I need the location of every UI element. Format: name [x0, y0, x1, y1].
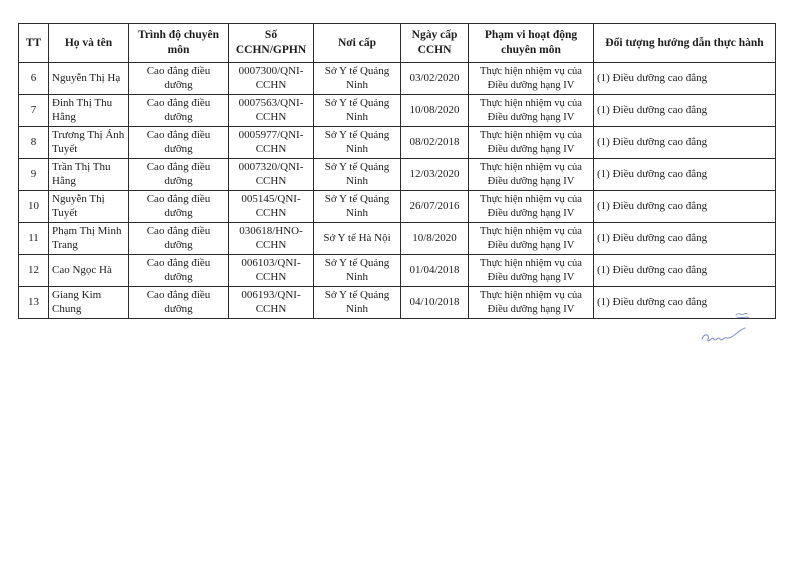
cell-target: (1) Điều dưỡng cao đẳng	[594, 127, 776, 159]
cell-qualification: Cao đẳng điều dưỡng	[129, 127, 229, 159]
cell-qualification: Cao đẳng điều dưỡng	[129, 95, 229, 127]
cell-qualification: Cao đẳng điều dưỡng	[129, 287, 229, 319]
cell-issue-date: 01/04/2018	[401, 255, 469, 287]
table-row	[19, 223, 776, 255]
cell-issuer: Sở Y tế Quảng Ninh	[314, 159, 401, 191]
table-row	[19, 63, 776, 95]
header-issue-date: Ngày cấp CCHN	[401, 24, 469, 63]
table-row	[19, 159, 776, 191]
cell-scope: Thực hiện nhiệm vụ của Điều dưỡng hạng IV	[469, 159, 594, 191]
cell-license-no: 0007563/QNI-CCHN	[229, 95, 314, 127]
cell-issuer: Sở Y tế Quảng Ninh	[314, 95, 401, 127]
header-target: Đối tượng hướng dẫn thực hành	[594, 24, 776, 63]
cell-name: Nguyễn Thị Tuyết	[49, 191, 129, 223]
cell-target: (1) Điều dưỡng cao đẳng	[594, 159, 776, 191]
cell-qualification: Cao đẳng điều dưỡng	[129, 191, 229, 223]
cell-issuer: Sở Y tế Quảng Ninh	[314, 287, 401, 319]
cell-issue-date: 08/02/2018	[401, 127, 469, 159]
signature-fragment	[736, 314, 749, 319]
cell-tt: 13	[19, 287, 49, 319]
cell-issue-date: 26/07/2016	[401, 191, 469, 223]
cell-license-no: 0005977/QNI-CCHN	[229, 127, 314, 159]
cell-qualification: Cao đẳng điều dưỡng	[129, 63, 229, 95]
cell-qualification: Cao đẳng điều dưỡng	[129, 223, 229, 255]
cell-name: Phạm Thị Minh Trang	[49, 223, 129, 255]
cell-name: Giang Kim Chung	[49, 287, 129, 319]
cell-license-no: 006103/QNI-CCHN	[229, 255, 314, 287]
cell-target: (1) Điều dưỡng cao đẳng	[594, 255, 776, 287]
cell-name: Đinh Thị Thu Hằng	[49, 95, 129, 127]
cell-issue-date: 04/10/2018	[401, 287, 469, 319]
cell-scope: Thực hiện nhiệm vụ của Điều dưỡng hạng IV	[469, 255, 594, 287]
cell-scope: Thực hiện nhiệm vụ của Điều dưỡng hạng IV	[469, 95, 594, 127]
cell-issuer: Sở Y tế Hà Nội	[314, 223, 401, 255]
cell-tt: 10	[19, 191, 49, 223]
cell-tt: 8	[19, 127, 49, 159]
table-header-row	[19, 24, 776, 63]
cell-tt: 6	[19, 63, 49, 95]
cell-name: Trương Thị Ánh Tuyết	[49, 127, 129, 159]
cell-name: Nguyễn Thị Hạ	[49, 63, 129, 95]
practitioner-table	[18, 23, 776, 319]
cell-target: (1) Điều dưỡng cao đẳng	[594, 223, 776, 255]
cell-issue-date: 12/03/2020	[401, 159, 469, 191]
cell-license-no: 0007320/QNI-CCHN	[229, 159, 314, 191]
cell-scope: Thực hiện nhiệm vụ của Điều dưỡng hạng IV	[469, 223, 594, 255]
header-name: Họ và tên	[49, 24, 129, 63]
cell-issue-date: 10/08/2020	[401, 95, 469, 127]
cell-issuer: Sở Y tế Quảng Ninh	[314, 127, 401, 159]
cell-name: Cao Ngọc Hà	[49, 255, 129, 287]
table-row	[19, 255, 776, 287]
table-row	[19, 191, 776, 223]
cell-scope: Thực hiện nhiệm vụ của Điều dưỡng hạng IV	[469, 287, 594, 319]
cell-tt: 11	[19, 223, 49, 255]
cell-tt: 12	[19, 255, 49, 287]
cell-issuer: Sở Y tế Quảng Ninh	[314, 255, 401, 287]
cell-target: (1) Điều dưỡng cao đẳng	[594, 95, 776, 127]
header-tt: TT	[19, 24, 49, 63]
signature-stroke	[702, 328, 745, 341]
cell-target: (1) Điều dưỡng cao đẳng	[594, 191, 776, 223]
cell-target: (1) Điều dưỡng cao đẳng	[594, 287, 776, 319]
cell-license-no: 0007300/QNI-CCHN	[229, 63, 314, 95]
cell-qualification: Cao đẳng điều dưỡng	[129, 159, 229, 191]
cell-qualification: Cao đẳng điều dưỡng	[129, 255, 229, 287]
signature-scribble	[692, 306, 767, 348]
header-license-no: Số CCHN/GPHN	[229, 24, 314, 63]
cell-license-no: 005145/QNI-CCHN	[229, 191, 314, 223]
cell-scope: Thực hiện nhiệm vụ của Điều dưỡng hạng IV	[469, 63, 594, 95]
cell-issue-date: 03/02/2020	[401, 63, 469, 95]
cell-issuer: Sở Y tế Quảng Ninh	[314, 191, 401, 223]
cell-name: Trần Thị Thu Hằng	[49, 159, 129, 191]
cell-scope: Thực hiện nhiệm vụ của Điều dưỡng hạng IV	[469, 127, 594, 159]
cell-target: (1) Điều dưỡng cao đẳng	[594, 63, 776, 95]
table-row	[19, 95, 776, 127]
cell-issue-date: 10/8/2020	[401, 223, 469, 255]
table-row	[19, 127, 776, 159]
header-issuer: Nơi cấp	[314, 24, 401, 63]
cell-tt: 7	[19, 95, 49, 127]
header-scope: Phạm vi hoạt động chuyên môn	[469, 24, 594, 63]
table-row	[19, 287, 776, 319]
cell-issuer: Sở Y tế Quảng Ninh	[314, 63, 401, 95]
cell-license-no: 006193/QNI-CCHN	[229, 287, 314, 319]
practitioner-table-container	[18, 23, 775, 319]
cell-license-no: 030618/HNO-CCHN	[229, 223, 314, 255]
cell-tt: 9	[19, 159, 49, 191]
header-qualification: Trình độ chuyên môn	[129, 24, 229, 63]
cell-scope: Thực hiện nhiệm vụ của Điều dưỡng hạng IV	[469, 191, 594, 223]
